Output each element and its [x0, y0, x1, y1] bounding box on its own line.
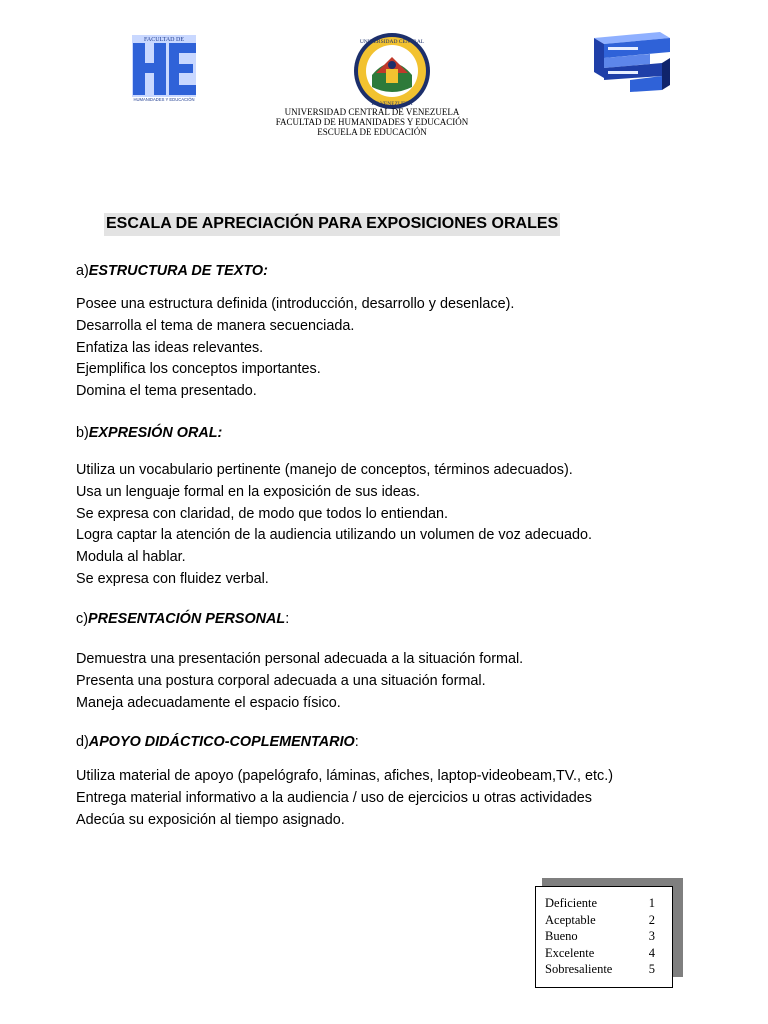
scale-row — [545, 895, 655, 912]
scale-label: Aceptable — [545, 912, 596, 927]
section-prefix: b) — [76, 425, 89, 441]
scale-value: 4 — [648, 945, 655, 960]
scale-row — [545, 912, 655, 929]
section-items-d — [76, 766, 636, 831]
university-seal-logo — [352, 31, 432, 111]
list-item: Presenta una postura corporal adecuada a una situación formal. — [76, 672, 486, 689]
scale-value: 2 — [648, 912, 655, 927]
scale-label: Bueno — [545, 929, 578, 944]
list-item: Desarrolla el tema de manera secuenciada. — [76, 317, 355, 334]
list-item: Se expresa con claridad, de modo que todos lo entiendan. — [76, 505, 449, 522]
legend-box — [535, 886, 673, 988]
scale-value: 3 — [648, 929, 655, 944]
list-item: Entrega material informativo a la audiencia / uso de ejercicios u otras actividades — [76, 789, 592, 806]
logo-lettering: HUMANIDADES Y EDUCACIÓN — [133, 97, 195, 102]
list-item: Logra captar la atención de la audiencia utilizando un volumen de voz adecuado. — [76, 527, 593, 544]
scale-value: 5 — [648, 962, 655, 977]
institution-header — [222, 107, 522, 137]
scale-label: Sobresaliente — [545, 962, 613, 977]
section-items-c — [76, 649, 636, 714]
list-item: Adecúa su exposición al tiempo asignado. — [76, 811, 345, 828]
section-heading-text: APOYO DIDÁCTICO-COPLEMENTARIO — [88, 734, 355, 750]
section-prefix: a) — [76, 263, 89, 279]
scale-label: Excelente — [545, 945, 595, 960]
faculty-logo — [128, 33, 200, 103]
section-suffix: : — [263, 263, 268, 279]
section-suffix: : — [285, 611, 290, 627]
scale-row — [545, 928, 655, 945]
section-prefix: d) — [76, 734, 89, 750]
document-title: ESCALA DE APRECIACIÓN PARA EXPOSICIONES ORALES — [104, 213, 560, 236]
section-items-a — [76, 294, 636, 403]
section-heading-d — [76, 733, 359, 751]
logo-lettering: DE VENEZUELA — [371, 101, 413, 107]
list-item: Posee una estructura definida (introducción, desarrollo y desenlace). — [76, 296, 515, 312]
section-heading-b — [76, 424, 222, 442]
section-heading-text: ESTRUCTURA DE TEXTO — [88, 263, 264, 279]
list-item: Maneja adecuadamente el espacio físico. — [76, 694, 341, 711]
list-item: Utiliza material de apoyo (papelógrafo, láminas, afiches, laptop-videobeam,TV., etc.) — [76, 768, 613, 784]
school-logo — [590, 30, 674, 92]
list-item: Utiliza un vocabulario pertinente (manejo de conceptos, términos adecuados). — [76, 462, 573, 478]
section-suffix: : — [354, 734, 359, 750]
school-name: ESCUELA DE EDUCACIÓN — [317, 127, 427, 137]
university-name: UNIVERSIDAD CENTRAL DE VENEZUELA — [284, 107, 460, 117]
scale-row — [545, 945, 655, 962]
section-heading-text: PRESENTACIÓN PERSONAL — [88, 611, 286, 627]
scale-label: Deficiente — [545, 896, 598, 910]
logo-lettering: FACULTAD DE — [143, 37, 185, 43]
rating-scale-legend — [535, 882, 675, 988]
list-item: Demuestra una presentación personal adecuada a la situación formal. — [76, 651, 524, 667]
section-heading-c — [76, 610, 289, 628]
list-item: Enfatiza las ideas relevantes. — [76, 339, 264, 356]
list-item: Usa un lenguaje formal en la exposición de sus ideas. — [76, 483, 420, 500]
scale-value: 1 — [648, 896, 655, 910]
section-items-b — [76, 460, 636, 591]
section-prefix: c) — [76, 611, 88, 627]
list-item: Se expresa con fluidez verbal. — [76, 570, 269, 587]
list-item: Domina el tema presentado. — [76, 383, 257, 400]
list-item: Ejemplifica los conceptos importantes. — [76, 361, 321, 378]
list-item: Modula al hablar. — [76, 549, 186, 566]
faculty-name: FACULTAD DE HUMANIDADES Y EDUCACIÓN — [275, 117, 469, 127]
section-heading-a — [76, 262, 268, 280]
scale-row — [545, 961, 655, 978]
section-heading-text: EXPRESIÓN ORAL: — [88, 425, 223, 441]
logo-lettering: UNIVERSIDAD CENTRAL — [359, 39, 425, 45]
